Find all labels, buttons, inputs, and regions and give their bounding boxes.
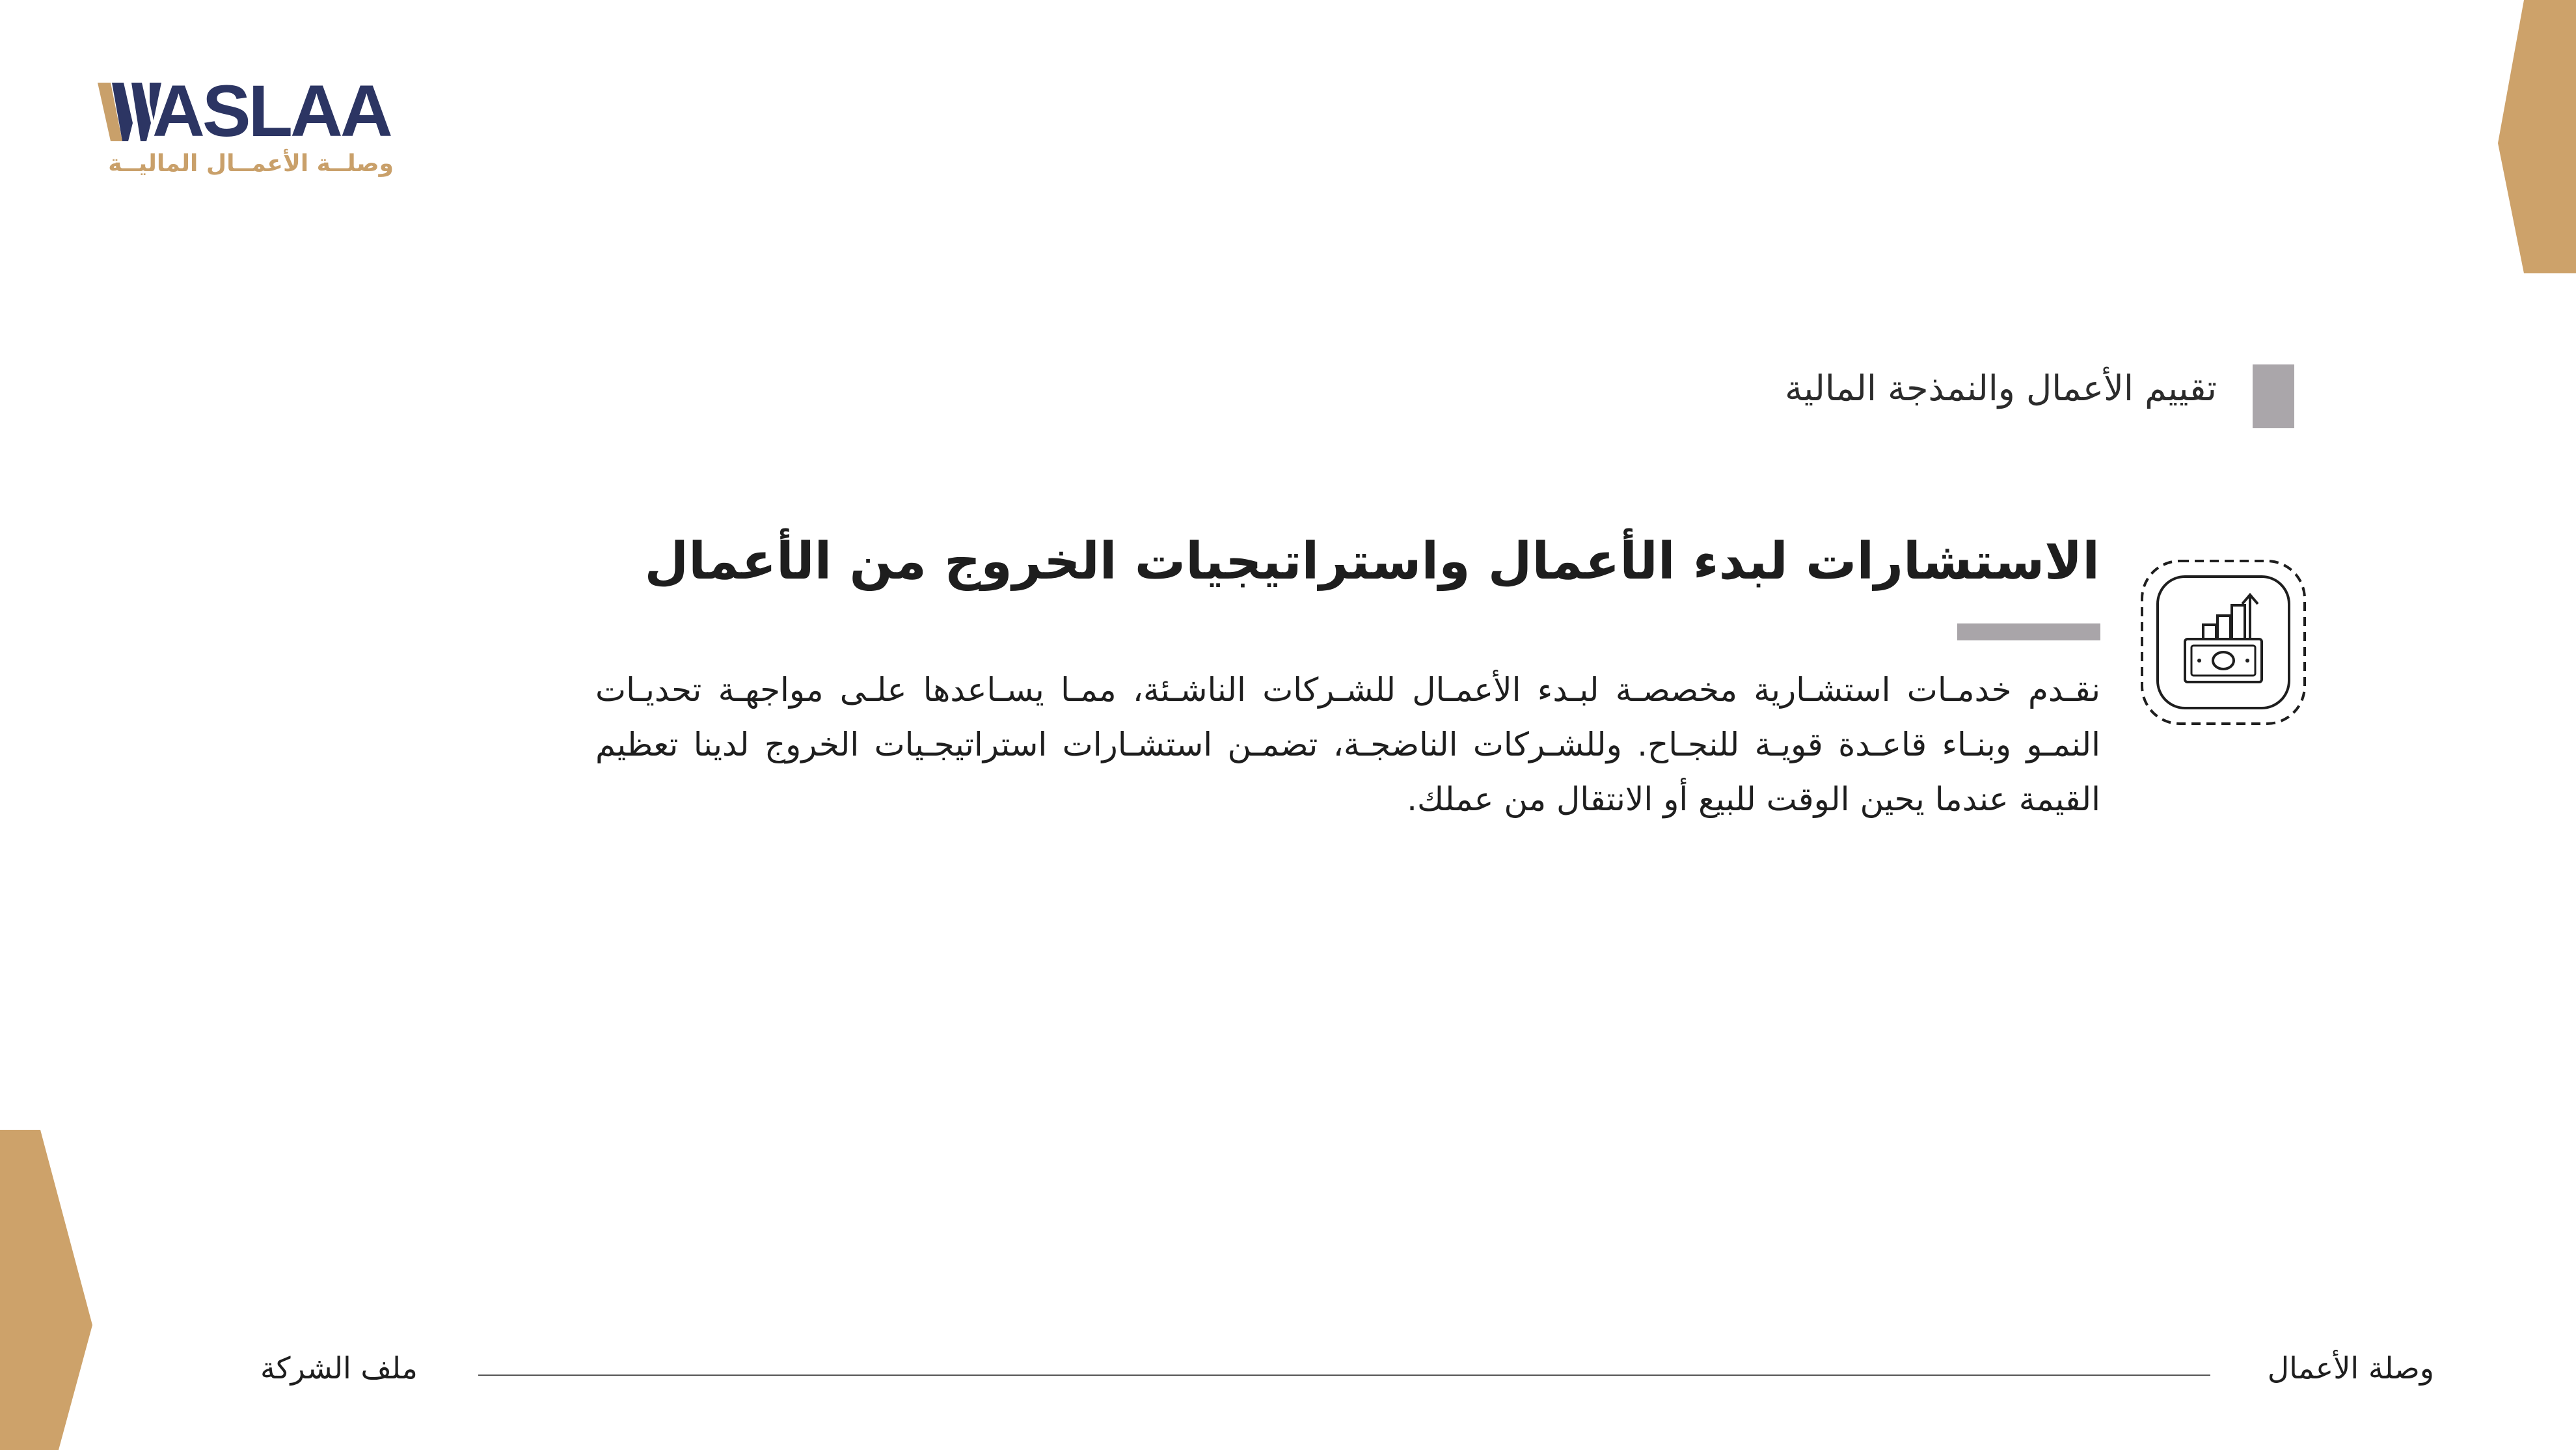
footer-brand-label: وصلة الأعمال [2267,1350,2434,1386]
section-marker [2253,364,2294,428]
service-description: نقـدم خدمـات استشـارية مخصصـة لبـدء الأعمـال للشـركات الناشـئة، ممـا يسـاعدها علـى مواجهـة تحديـات النمـو وبنـاء قاعـدة قويـة للنجـاح. وللشـركات الناضجـة، تضمـن استشـارات استراتيجـيات الخروج لدينا تعظيم القيمة عندما يحين الوقت للبيع أو الانتقال من عملك. [595,671,2100,818]
footer-divider [478,1375,2210,1376]
bottom-left-gold-shape [0,1130,92,1450]
section-heading: تقييم الأعمال والنمذجة المالية [1785,368,2217,409]
top-right-gold-shape [2498,0,2576,273]
logo-tagline: وصلــة الأعمــال الماليــة [108,150,394,177]
money-growth-chart-icon [2139,558,2307,726]
logo-word-text: ASLAA [152,70,390,152]
service-title: الاستشارات لبدء الأعمال واستراتيجيات الخروج من الأعمال [644,532,2100,591]
title-underline [1957,623,2100,640]
footer-document-label: ملف الشركة [260,1350,418,1386]
waslaa-logo[interactable] [98,70,397,192]
logo-wordmark [98,70,397,152]
